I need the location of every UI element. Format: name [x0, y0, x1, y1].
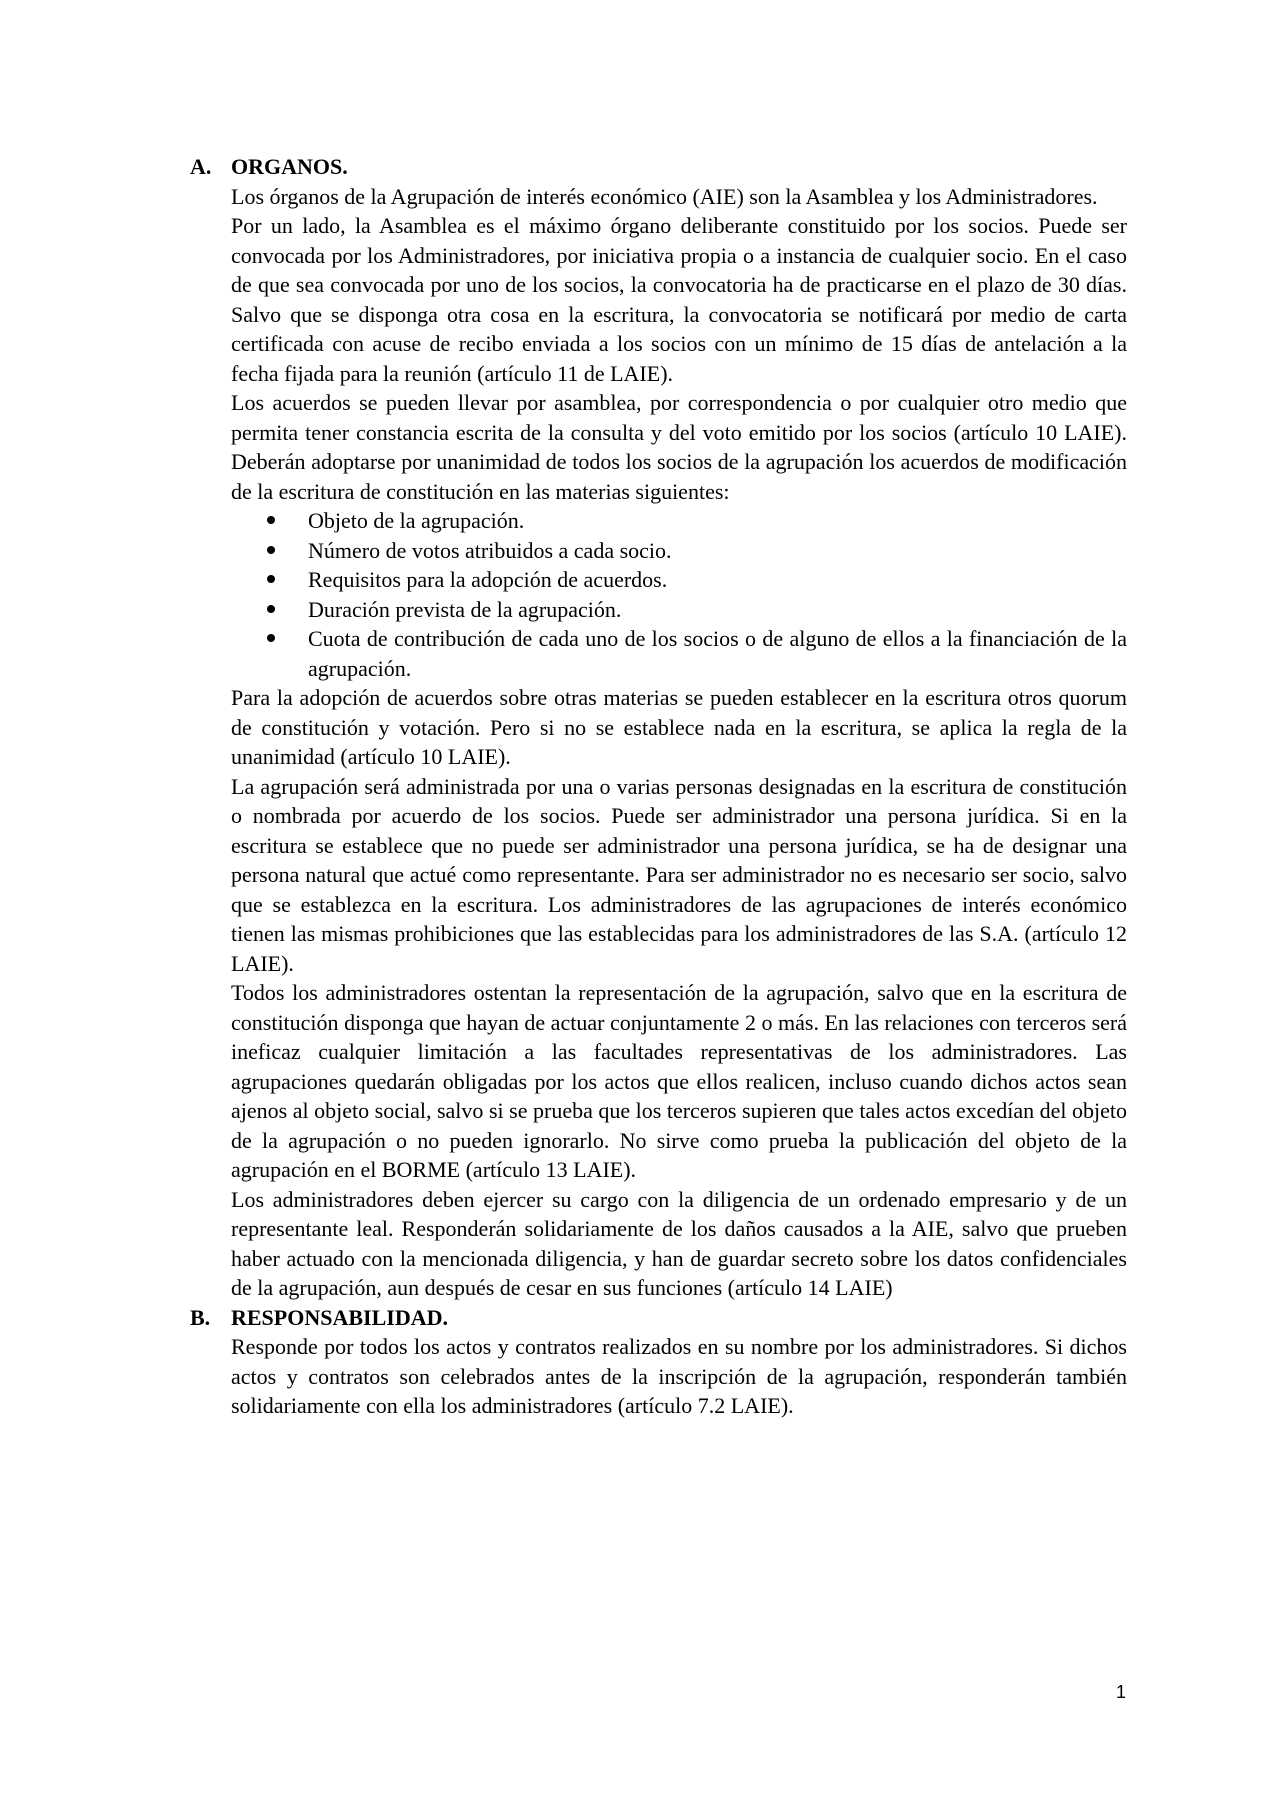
- list-item: [267, 565, 1127, 595]
- list-item-text: Número de votos atribuidos a cada socio.: [308, 537, 672, 563]
- page-number: 1: [1115, 1682, 1126, 1702]
- section-heading: [190, 152, 1127, 182]
- paragraph: Todos los administradores ostentan la representación de la agrupación, salvo que en la escritura de constitución disponga que hayan de actuar conjuntamente 2 o más. En las relaciones con terceros será ineficaz cualquier limitación a las facultades representativas de los administradores. Las agrupaciones quedarán obligadas por los actos que ellos realicen, incluso cuando dichos actos sean ajenos al objeto social, salvo si se prueba que los terceros supieren que tales actos excedían del objeto de la agrupación o no pueden ignorarlo. No sirve como prueba la publicación del objeto de la agrupación en el BORME (artículo 13 LAIE).: [231, 980, 1127, 1182]
- bullet-icon: [267, 516, 275, 524]
- section-body: [231, 182, 1127, 1303]
- bullet-icon: [267, 546, 275, 554]
- paragraph: Los órganos de la Agrupación de interés económico (AIE) son la Asamblea y los Administradores.: [231, 183, 1098, 209]
- bullet-icon: [267, 634, 275, 642]
- section-responsabilidad: [190, 1303, 1127, 1421]
- list-item-text: Duración prevista de la agrupación.: [308, 596, 622, 622]
- section-organos: [190, 152, 1127, 1303]
- section-body: [231, 1332, 1127, 1421]
- paragraph: Los acuerdos se pueden llevar por asamblea, por correspondencia o por cualquier otro medio que permita tener constancia escrita de la consulta y del voto emitido por los socios (artículo 10 LAIE). Deberán adoptarse por unanimidad de todos los socios de la agrupación los acuerdos de modificación de la escritura de constitución en las materias siguientes:: [231, 390, 1127, 504]
- section-heading: [190, 1303, 1127, 1333]
- list-item-text: Cuota de contribución de cada uno de los socios o de alguno de ellos a la financiación de la agrupación.: [308, 626, 1127, 681]
- paragraph: Los administradores deben ejercer su cargo con la diligencia de un ordenado empresario y de un representante leal. Responderán solidariamente de los daños causados a la AIE, salvo que prueben haber actuado con la mencionada diligencia, y han de guardar secreto sobre los datos confidenciales de la agrupación, aun después de cesar en sus funciones (artículo 14 LAIE): [231, 1186, 1127, 1300]
- document-content: [190, 152, 1127, 1421]
- paragraph: La agrupación será administrada por una o varias personas designadas en la escritura de constitución o nombrada por acuerdo de los socios. Puede ser administrador una persona jurídica. Si en la escritura se establece que no puede ser administrador una persona jurídica, se ha de designar una persona natural que actué como representante. Para ser administrador no es necesario ser socio, salvo que se establezca en la escritura. Los administradores de las agrupaciones de interés económico tienen las mismas prohibiciones que las establecidas para los administradores de las S.A. (artículo 12 LAIE).: [231, 773, 1127, 976]
- section-letter: A.: [190, 154, 212, 179]
- section-title: ORGANOS.: [231, 154, 348, 179]
- bullet-icon: [267, 605, 275, 613]
- list-item: [267, 624, 1127, 683]
- paragraph: Responde por todos los actos y contratos realizados en su nombre por los administradores. Si dichos actos y contratos son celebrados antes de la inscripción de la agrupación, responderán también solidariamente con ella los administradores (artículo 7.2 LAIE).: [231, 1334, 1127, 1418]
- section-letter: B.: [190, 1304, 211, 1330]
- section-title: RESPONSABILIDAD.: [231, 1304, 448, 1330]
- list-item: [267, 595, 1127, 625]
- paragraph: Para la adopción de acuerdos sobre otras materias se pueden establecer en la escritura otros quorum de constitución y votación. Pero si no se establece nada en la escritura, se aplica la regla de la unanimidad (artículo 10 LAIE).: [231, 685, 1127, 769]
- list-item: [267, 536, 1127, 566]
- paragraph: Por un lado, la Asamblea es el máximo órgano deliberante constituido por los socios. Puede ser convocada por los Administradores, por iniciativa propia o a instancia de cualquier socio. En el caso de que sea convocada por uno de los socios, la convocatoria ha de practicarse en el plazo de 30 días. Salvo que se disponga otra cosa en la escritura, la convocatoria se notificará por medio de carta certificada con acuse de recibo enviada a los socios con un mínimo de 15 días de antelación a la fecha fijada para la reunión (artículo 11 de LAIE).: [231, 213, 1127, 386]
- list-item-text: Objeto de la agrupación.: [308, 508, 525, 533]
- bullet-icon: [267, 575, 275, 583]
- bullet-list: [267, 506, 1127, 683]
- list-item: [267, 506, 1127, 536]
- list-item-text: Requisitos para la adopción de acuerdos.: [308, 567, 668, 592]
